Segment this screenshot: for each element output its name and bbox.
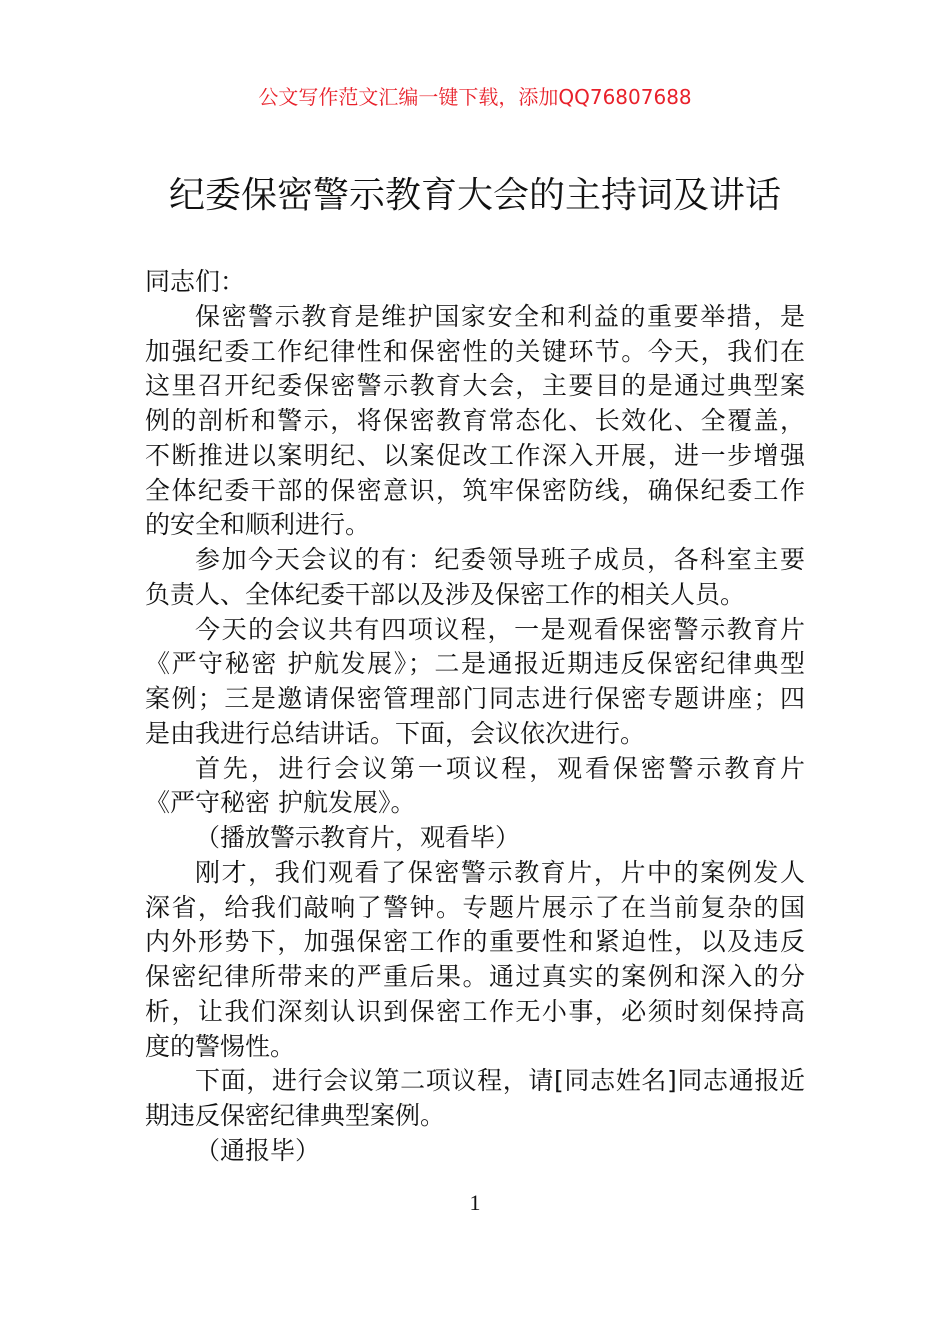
paragraph-line: 案例；三是邀请保密管理部门同志进行保密专题讲座；四 bbox=[145, 684, 805, 713]
paragraph-line: 析，让我们深刻认识到保密工作无小事，必须时刻保持高 bbox=[145, 996, 805, 1026]
paragraph bbox=[145, 543, 805, 613]
paragraph-line: 《严守秘密 护航发展》。 bbox=[145, 788, 416, 818]
paragraph-line: （播放警示教育片，观看毕） bbox=[195, 823, 521, 852]
paragraph-line: 负责人、全体纪委干部以及涉及保密工作的相关人员。 bbox=[145, 579, 746, 609]
paragraph-line: 《严守秘密 护航发展》；二是通报近期违反保密纪律典型 bbox=[145, 649, 805, 679]
paragraph-line: 度的警惕性。 bbox=[145, 1031, 296, 1061]
paragraph bbox=[145, 300, 805, 543]
paragraph-line: 例的剖析和警示，将保密教育常态化、长效化、全覆盖， bbox=[145, 406, 805, 435]
paragraph-line: 全体纪委干部的保密意识，筑牢保密防线，确保纪委工作 bbox=[145, 475, 805, 505]
paragraph bbox=[145, 1064, 805, 1134]
paragraph-line: 的安全和顺利进行。 bbox=[145, 510, 371, 540]
paragraph-line: 深省，给我们敲响了警钟。专题片展示了在当前复杂的国 bbox=[145, 892, 805, 922]
paragraph-line: 不断推进以案明纪、以案促改工作深入开展，进一步增强 bbox=[145, 440, 805, 470]
paragraph-line: （通报毕） bbox=[195, 1135, 321, 1165]
paragraph bbox=[145, 613, 805, 752]
paragraph bbox=[145, 752, 805, 822]
paragraph-line: 保密纪律所带来的严重后果。通过真实的案例和深入的分 bbox=[145, 962, 805, 991]
document-body bbox=[145, 265, 805, 1169]
paragraph-line: 内外形势下，加强保密工作的重要性和紧迫性，以及违反 bbox=[145, 927, 805, 957]
paragraph-line: 刚才，我们观看了保密警示教育片，片中的案例发人 bbox=[195, 857, 805, 887]
paragraph-line: 下面，进行会议第二项议程，请[同志姓名]同志通报近 bbox=[195, 1066, 805, 1096]
paragraph bbox=[145, 1134, 805, 1169]
document-title: 纪委保密警示教育大会的主持词及讲话 bbox=[168, 175, 781, 216]
paragraph bbox=[145, 856, 805, 1065]
paragraph-line: 是由我进行总结讲话。下面，会议依次进行。 bbox=[145, 718, 646, 748]
watermark-header: 公文写作范文汇编一键下载，添加QQ76807688 bbox=[258, 85, 692, 109]
paragraph-line: 参加今天会议的有：纪委领导班子成员，各科室主要 bbox=[195, 545, 805, 574]
salutation: 同志们： bbox=[145, 267, 246, 296]
paragraph-line: 期违反保密纪律典型案例。 bbox=[145, 1101, 446, 1130]
paragraph-line: 首先，进行会议第一项议程，观看保密警示教育片 bbox=[195, 753, 805, 783]
paragraph-line: 加强纪委工作纪律性和保密性的关键环节。今天，我们在 bbox=[145, 336, 805, 366]
paragraph-line: 这里召开纪委保密警示教育大会，主要目的是通过典型案 bbox=[145, 371, 805, 401]
page-number: 1 bbox=[469, 1190, 481, 1215]
paragraph-line: 保密警示教育是维护国家安全和利益的重要举措，是 bbox=[195, 301, 805, 331]
paragraph bbox=[145, 821, 805, 856]
paragraph-line: 今天的会议共有四项议程，一是观看保密警示教育片 bbox=[195, 614, 805, 644]
